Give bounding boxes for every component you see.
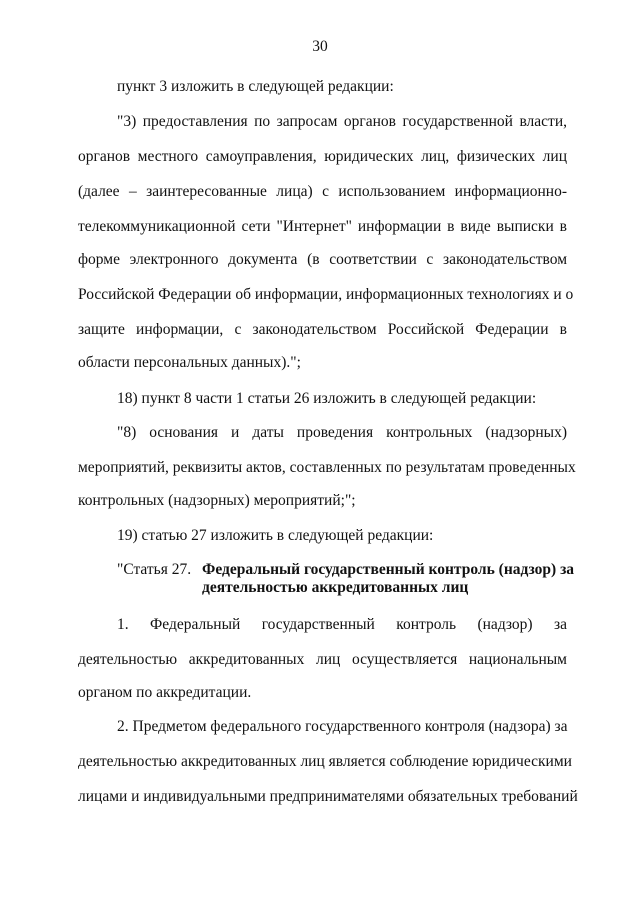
paragraph-line: деятельностью аккредитованных лиц осуществляется национальным (78, 651, 567, 668)
paragraph-line: 1. Федеральный государственный контроль (надзор) за (117, 616, 567, 633)
paragraph-line: области персональных данных)."; (78, 354, 301, 371)
paragraph-line: телекоммуникационной сети "Интернет" информации в виде выписки в (78, 218, 567, 235)
paragraph-line: 19) статью 27 изложить в следующей редакции: (117, 527, 434, 544)
paragraph-line: 2. Предметом федерального государственного контроля (надзора) за (117, 718, 568, 735)
paragraph-line: 18) пункт 8 части 1 статьи 26 изложить в следующей редакции: (117, 390, 537, 407)
article-title-line: деятельностью аккредитованных лиц (202, 579, 469, 596)
paragraph-line: защите информации, с законодательством Российской Федерации в (78, 321, 567, 338)
paragraph-line: пункт 3 изложить в следующей редакции: (117, 78, 394, 95)
paragraph-line: деятельностью аккредитованных лиц является соблюдение юридическими (78, 753, 572, 770)
paragraph-line: лицами и индивидуальными предпринимателями обязательных требований (78, 788, 578, 805)
paragraph-line: органом по аккредитации. (78, 684, 252, 701)
article-title (202, 561, 577, 597)
paragraph-line: контрольных (надзорных) мероприятий;"; (78, 492, 356, 509)
paragraph-line: "8) основания и даты проведения контрольных (надзорных) (117, 424, 567, 441)
paragraph-line: мероприятий, реквизиты актов, составленных по результатам проведенных (78, 459, 576, 476)
article-title-line: Федеральный государственный контроль (надзор) за (202, 561, 575, 578)
paragraph-line: форме электронного документа (в соответствии с законодательством (78, 251, 567, 268)
paragraph-line: органов местного самоуправления, юридических лиц, физических лиц (78, 148, 567, 165)
paragraph-line: "3) предоставления по запросам органов государственной власти, (117, 113, 567, 130)
paragraph-line: (далее – заинтересованные лица) с использованием информационно- (78, 183, 567, 200)
paragraph-line: Российской Федерации об информации, информационных технологиях и о (78, 286, 574, 303)
page-number: 30 (312, 38, 328, 55)
article-number: "Статья 27. (117, 561, 192, 578)
